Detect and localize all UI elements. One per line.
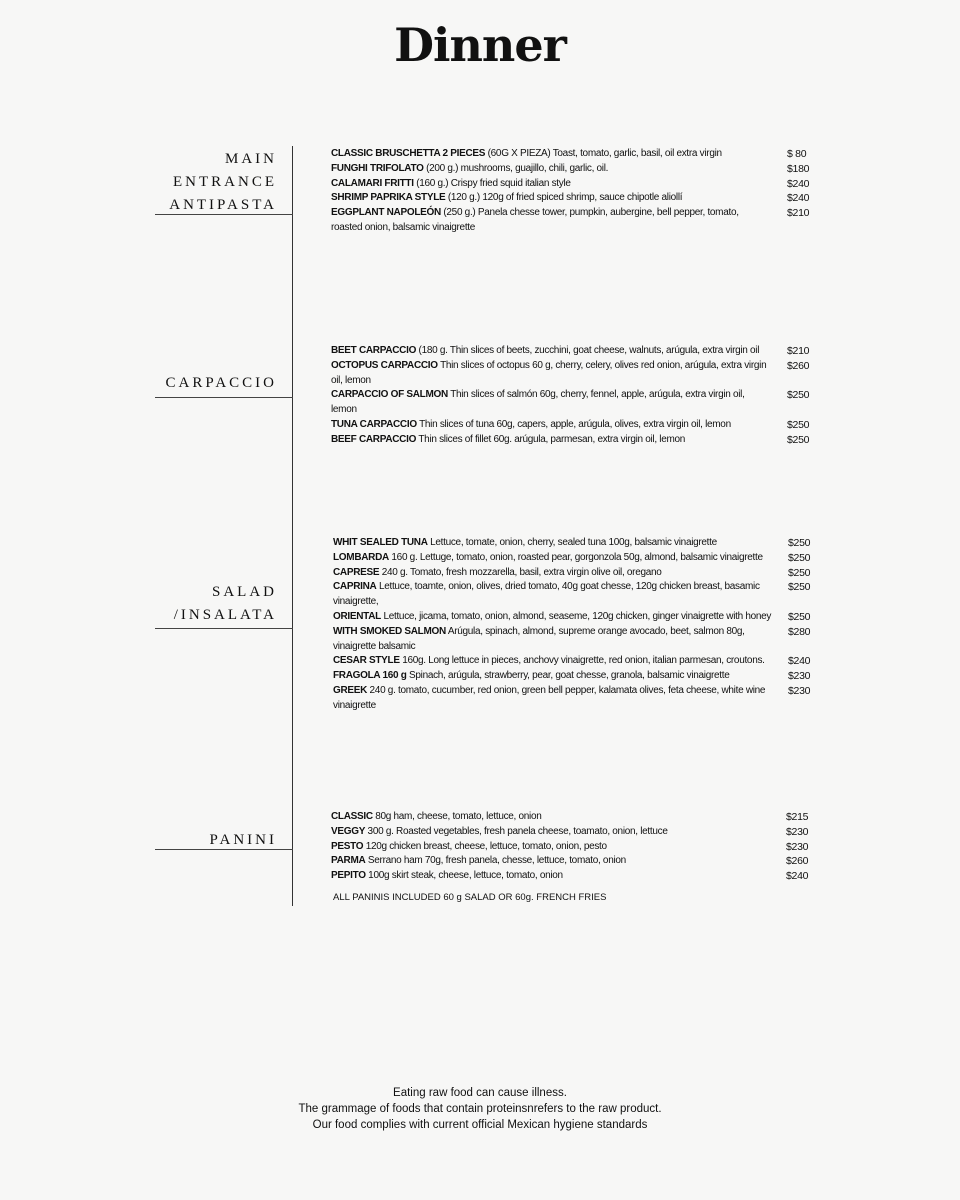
- item-name: OCTOPUS CARPACCIO: [331, 359, 438, 371]
- section-underline: [155, 214, 293, 215]
- item-name: LOMBARDA: [333, 551, 389, 563]
- menu-item: [333, 566, 811, 581]
- item-price: $240: [788, 655, 811, 668]
- item-price: $230: [788, 670, 811, 683]
- section-items-panini: [331, 810, 809, 884]
- item-name: SHRIMP PAPRIKA STYLE: [331, 192, 446, 204]
- menu-item: [331, 825, 809, 840]
- menu-item: [333, 654, 811, 669]
- item-name: BEET CARPACCIO: [331, 345, 417, 356]
- menu-item: [331, 359, 810, 389]
- section-label-line: SALAD: [211, 584, 277, 600]
- item-price: $280: [788, 625, 811, 638]
- item-name: PESTO: [331, 840, 364, 852]
- item-description: Thin slices of octopus 60 g, cherry, celery, olives red onion, arúgula, extra virgin oil, lemon: [331, 359, 767, 386]
- menu-item: [331, 869, 809, 884]
- menu-item: [333, 684, 811, 714]
- section-underline: [155, 849, 293, 850]
- item-description: (60G X PIEZA) Toast, tomato, garlic, basil, oil extra virgin: [485, 148, 722, 159]
- item-name: CAPRESE: [333, 566, 380, 578]
- menu-item: [331, 418, 810, 433]
- menu-item: [331, 162, 810, 177]
- item-description: Arúgula, spinach, almond, supreme orange avocado, beet, salmon 80g, vinaigrette balsamic: [333, 625, 745, 652]
- item-name: PARMA: [331, 855, 366, 867]
- item-price: $250: [787, 418, 810, 431]
- section-items-antipasta: [331, 147, 810, 236]
- item-price: $210: [787, 207, 810, 220]
- item-description: Spinach, arúgula, strawberry, pear, goat chesse, granola, balsamic vinaigrette: [406, 670, 730, 682]
- section-label-line: MAIN: [225, 151, 277, 167]
- item-description: 100g skirt steak, cheese, lettuce, tomato, onion: [365, 870, 563, 882]
- item-description: 160g. Long lettuce in pieces, anchovy vinaigrette, red onion, italian parmesan, croutons.: [399, 655, 765, 667]
- item-price: $215: [786, 811, 809, 823]
- item-price: $250: [788, 551, 811, 564]
- item-description: Lettuce, tomate, onion, cherry, sealed tuna 100g, balsamic vinaigrette: [427, 537, 717, 548]
- section-items-carpaccio: [331, 344, 810, 448]
- menu-item: [333, 536, 811, 551]
- vertical-divider: [292, 146, 293, 906]
- item-name: CARPACCIO OF SALMON: [331, 389, 448, 401]
- menu-item: [331, 177, 810, 192]
- footer-line: Eating raw food can cause illness.: [393, 1087, 567, 1099]
- item-price: $230: [786, 840, 809, 853]
- item-name: ORIENTAL: [333, 610, 381, 622]
- section-label-carpaccio: [166, 372, 277, 395]
- section-label-antipasta: [169, 148, 277, 217]
- footer-line: Our food complies with current official Mexican hygiene standards: [312, 1119, 648, 1131]
- item-price: $250: [787, 389, 810, 402]
- section-underline: [155, 397, 293, 398]
- item-description: Lettuce, jicama, tomato, onion, almond, seaseme, 120g chicken, ginger vinaigrette with honey: [380, 610, 772, 622]
- footer-line: The grammage of foods that contain proteinsnrefers to the raw product.: [298, 1103, 662, 1115]
- menu-item: [331, 206, 810, 236]
- item-price: $230: [786, 825, 809, 838]
- item-description: (200 g.) mushrooms, guajillo, chili, garlic, oil.: [423, 162, 609, 174]
- item-name: CALAMARI FRITTI: [331, 177, 414, 189]
- item-description: 160 g. Lettuge, tomato, onion, roasted pear, gorgonzola 50g, almond, balsamic vinaigrette: [388, 551, 763, 563]
- item-description: Thin slices of salmón 60g, cherry, fennel, apple, arúgula, extra virgin oil, lemon: [331, 389, 745, 416]
- menu-item: [333, 625, 811, 655]
- menu-item: [331, 810, 809, 825]
- item-price: $ 80: [787, 148, 807, 160]
- item-description: (160 g.) Crispy fried squid italian style: [413, 177, 571, 189]
- section-label-line: CARPACCIO: [165, 375, 277, 391]
- item-name: FRAGOLA 160 g: [333, 670, 407, 682]
- item-name: WITH SMOKED SALMON: [333, 625, 446, 637]
- item-description: Serrano ham 70g, fresh panela, chesse, lettuce, tomato, onion: [365, 855, 626, 867]
- item-price: $250: [788, 581, 811, 594]
- item-description: 120g chicken breast, cheese, lettuce, tomato, onion, pesto: [363, 840, 607, 852]
- item-price: $250: [788, 610, 811, 623]
- item-price: $250: [787, 433, 810, 446]
- menu-item: [331, 854, 809, 869]
- item-name: EGGPLANT NAPOLEÓN: [331, 207, 441, 219]
- menu-item: [333, 610, 811, 625]
- item-price: $250: [788, 537, 811, 549]
- item-name: GREEK: [333, 684, 368, 696]
- menu-item: [333, 580, 811, 610]
- menu-item: [331, 147, 807, 162]
- item-name: CLASSIC: [331, 811, 373, 822]
- item-description: 240 g. Tomato, fresh mozzarella, basil, extra virgin olive oil, oregano: [379, 566, 662, 578]
- item-price: $260: [787, 359, 810, 372]
- page-title: Dinner: [394, 18, 566, 72]
- item-name: WHIT SEALED TUNA: [333, 537, 428, 548]
- item-name: TUNA CARPACCIO: [331, 418, 417, 430]
- item-name: BEEF CARPACCIO: [331, 433, 417, 445]
- menu-item: [331, 433, 810, 448]
- item-description: Lettuce, toamte, onion, olives, dried tomato, 40g goat chesse, 120g chicken breast, basamic vinaigrette,: [333, 581, 760, 608]
- section-label-line: ENTRANCE: [173, 174, 277, 190]
- item-description: 240 g. tomato, cucumber, red onion, green bell pepper, kalamata olives, feta cheese, white wine vinaigrette: [333, 684, 766, 711]
- item-name: CAPRINA: [333, 581, 377, 593]
- menu-item: [331, 840, 809, 855]
- menu-item: [331, 388, 810, 418]
- section-label-line: PANINI: [209, 832, 277, 848]
- item-description: Thin slices of fillet 60g. arúgula, parmesan, extra virgin oil, lemon: [416, 433, 686, 445]
- item-name: FUNGHI TRIFOLATO: [331, 162, 424, 174]
- item-name: CESAR STYLE: [333, 655, 400, 667]
- item-description: 300 g. Roasted vegetables, fresh panela cheese, toamato, onion, lettuce: [365, 825, 668, 837]
- item-price: $260: [786, 855, 809, 868]
- item-price: $230: [788, 684, 811, 697]
- item-name: VEGGY: [331, 825, 366, 837]
- item-price: $240: [786, 870, 809, 883]
- menu-item: [331, 344, 810, 359]
- item-price: $180: [787, 162, 810, 175]
- footer-disclaimer: [0, 1085, 960, 1133]
- item-price: $240: [787, 177, 810, 190]
- menu-item: [333, 669, 811, 684]
- item-name: PEPITO: [331, 870, 366, 882]
- item-description: (180 g. Thin slices of beets, zucchini, goat cheese, walnuts, arúgula, extra virgin oil: [416, 345, 760, 356]
- item-price: $250: [788, 566, 811, 579]
- item-name: CLASSIC BRUSCHETTA 2 PIECES: [331, 148, 486, 159]
- section-items-salad: [333, 536, 811, 714]
- item-description: Thin slices of tuna 60g, capers, apple, arúgula, olives, extra virgin oil, lemon: [416, 418, 731, 430]
- item-description: 80g ham, cheese, tomato, lettuce, onion: [372, 811, 542, 822]
- item-description: (120 g.) 120g of fried spiced shrimp, sauce chipotle aliollí: [445, 192, 683, 204]
- item-description: (250 g.) Panela chesse tower, pumpkin, aubergine, bell pepper, tomato, roasted onion, balsamic vinaigrette: [331, 207, 739, 233]
- section-label-salad: [174, 581, 277, 627]
- menu-item: [333, 551, 811, 566]
- menu-item: [331, 191, 810, 206]
- panini-note: ALL PANINIS INCLUDED 60 g SALAD OR 60g. FRENCH FRIES: [333, 892, 607, 903]
- item-price: $210: [787, 345, 810, 357]
- item-price: $240: [787, 192, 810, 205]
- section-label-line: /INSALATA: [173, 607, 277, 623]
- section-label-line: ANTIPASTA: [169, 197, 277, 213]
- section-underline: [155, 628, 293, 629]
